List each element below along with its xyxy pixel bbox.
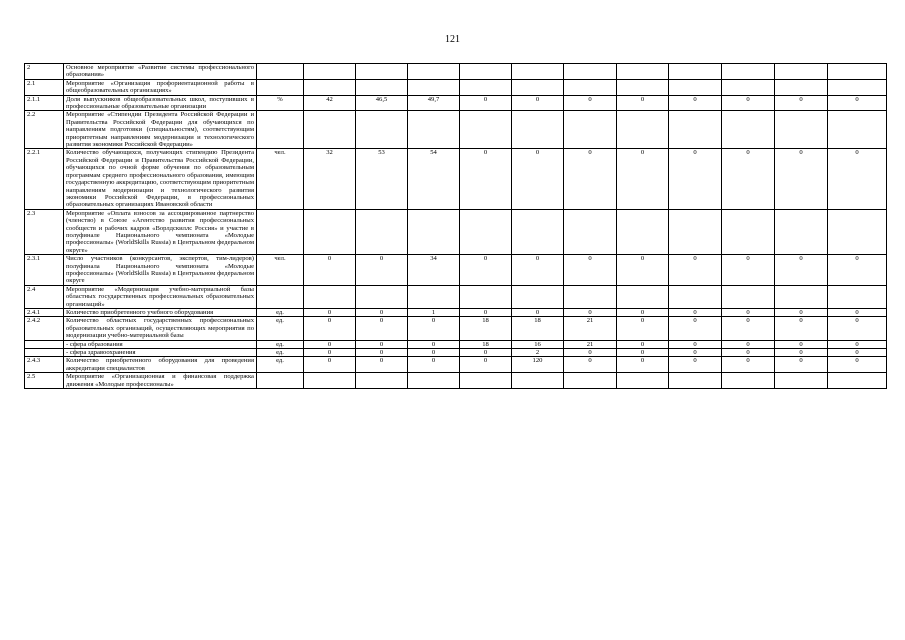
row-value: 0	[356, 255, 408, 286]
row-value: 0	[775, 149, 828, 209]
row-value: 0	[722, 309, 775, 317]
row-value: 0	[617, 357, 669, 373]
row-value: 0	[408, 317, 460, 340]
row-value	[617, 79, 669, 95]
row-value: 0	[460, 357, 512, 373]
row-value	[669, 64, 722, 80]
row-value	[356, 64, 408, 80]
row-number: 2.5	[25, 373, 64, 389]
row-unit	[257, 79, 304, 95]
table-row	[25, 64, 887, 80]
row-description: Количество обучающихся, получающих стипендию Президента Российской Федерации и Правительства Российской Федерации, обучающихся по очной форме обучения по образовательным программам среднего профессионального образования, имеющим государственную аккредитацию, соответствующим приоритетным направлениям модернизации и технологического развития экономики Российской Федерации, в профессиональных образовательных организациях Ивановской области	[64, 149, 257, 209]
row-value: 0	[408, 357, 460, 373]
row-unit: ед.	[257, 309, 304, 317]
row-value: 0	[617, 95, 669, 111]
row-value	[460, 64, 512, 80]
row-value	[460, 285, 512, 308]
row-value: 46,5	[356, 95, 408, 111]
row-description: Доля выпускников общеобразовательных школ, поступивших в профессиональные образовательные организации	[64, 95, 257, 111]
row-value	[722, 79, 775, 95]
row-value: 0	[617, 149, 669, 209]
row-number: 2.4	[25, 285, 64, 308]
table-row	[25, 309, 887, 317]
row-value: 0	[304, 317, 356, 340]
row-value: 0	[722, 349, 775, 357]
row-value	[564, 79, 617, 95]
row-value	[304, 79, 356, 95]
row-value	[408, 64, 460, 80]
row-value: 0	[828, 149, 887, 209]
row-value	[408, 285, 460, 308]
row-value	[512, 64, 564, 80]
row-value: 0	[408, 349, 460, 357]
row-value: 0	[512, 149, 564, 209]
row-value: 0	[669, 317, 722, 340]
row-value	[304, 64, 356, 80]
row-number	[25, 340, 64, 348]
row-value	[722, 111, 775, 149]
row-number: 2.1.1	[25, 95, 64, 111]
row-value: 0	[828, 340, 887, 348]
row-value: 0	[356, 317, 408, 340]
row-description: Количество приобретенного учебного оборудования	[64, 309, 257, 317]
row-unit	[257, 64, 304, 80]
row-value	[617, 285, 669, 308]
row-unit	[257, 209, 304, 254]
row-value: 21	[564, 317, 617, 340]
row-value: 0	[722, 317, 775, 340]
row-number: 2.4.1	[25, 309, 64, 317]
row-value	[564, 111, 617, 149]
row-unit: ед.	[257, 340, 304, 348]
row-value: 0	[828, 317, 887, 340]
row-unit: чел.	[257, 255, 304, 286]
row-value: 32	[304, 149, 356, 209]
table-row	[25, 340, 887, 348]
row-value	[828, 285, 887, 308]
table-row	[25, 357, 887, 373]
row-value	[669, 209, 722, 254]
row-value	[775, 79, 828, 95]
row-value: 0	[356, 340, 408, 348]
row-value: 0	[828, 309, 887, 317]
row-value: 54	[408, 149, 460, 209]
row-value	[617, 64, 669, 80]
row-value	[512, 285, 564, 308]
page-number: 121	[445, 34, 460, 45]
row-value	[356, 79, 408, 95]
row-value: 0	[828, 357, 887, 373]
table-row	[25, 95, 887, 111]
row-description: Мероприятие «Стипендии Президента Российской Федерации и Правительства Российской Федерации для обучающихся по направлениям подготовки (специальностям), соответствующим приоритетным направлениям модернизации и технологического развития экономики Российской Федерации»	[64, 111, 257, 149]
row-description: Количество приобретенного оборудования для проведения аккредитации специалистов	[64, 357, 257, 373]
row-value: 0	[304, 309, 356, 317]
row-value	[775, 373, 828, 389]
row-value: 0	[669, 255, 722, 286]
table-row	[25, 255, 887, 286]
row-value: 0	[828, 255, 887, 286]
row-value: 0	[356, 357, 408, 373]
row-unit	[257, 111, 304, 149]
row-number: 2	[25, 64, 64, 80]
row-value	[460, 209, 512, 254]
row-value	[775, 285, 828, 308]
table-row	[25, 111, 887, 149]
row-value: 0	[408, 340, 460, 348]
row-description: Мероприятие «Модернизация учебно-материальной базы областных государственных профессиональных образовательных организаций»	[64, 285, 257, 308]
row-unit: ед.	[257, 317, 304, 340]
row-value	[828, 64, 887, 80]
row-value: 0	[617, 255, 669, 286]
table-row	[25, 149, 887, 209]
row-description: Мероприятие «Организационная и финансовая поддержка движения «Молодые профессионалы»	[64, 373, 257, 389]
row-value	[669, 111, 722, 149]
row-value: 0	[304, 349, 356, 357]
row-value	[460, 373, 512, 389]
row-value	[828, 111, 887, 149]
row-value: 0	[304, 255, 356, 286]
row-value: 0	[356, 309, 408, 317]
row-value	[512, 111, 564, 149]
row-value	[460, 79, 512, 95]
row-value: 0	[564, 357, 617, 373]
row-value: 0	[617, 309, 669, 317]
row-value: 0	[722, 255, 775, 286]
row-number: 2.3	[25, 209, 64, 254]
row-value	[564, 285, 617, 308]
row-value	[828, 209, 887, 254]
row-number: 2.2	[25, 111, 64, 149]
row-value: 0	[512, 255, 564, 286]
row-unit: ед.	[257, 349, 304, 357]
row-value: 0	[564, 255, 617, 286]
row-value: 0	[669, 340, 722, 348]
row-value: 0	[460, 349, 512, 357]
row-value: 0	[669, 149, 722, 209]
row-value: 0	[512, 95, 564, 111]
row-value: 0	[304, 357, 356, 373]
row-value: 0	[512, 309, 564, 317]
row-value	[722, 285, 775, 308]
row-description: Мероприятие «Оплата взносов за ассоциированное партнерство (членство) в Союзе «Агентство развития профессиональных сообществ и рабочих кадров «Ворлдскиллс Россия» и участие в полуфинале Национального чемпионата «Молодые профессионалы» (WorldSkills Russia) в Центральном федеральном округе»	[64, 209, 257, 254]
row-value: 0	[775, 255, 828, 286]
row-value: 0	[828, 349, 887, 357]
row-value	[722, 373, 775, 389]
row-value	[775, 209, 828, 254]
row-value: 0	[775, 95, 828, 111]
row-value	[408, 209, 460, 254]
row-value: 0	[722, 149, 775, 209]
row-value: 0	[617, 317, 669, 340]
table-row	[25, 317, 887, 340]
row-value: 0	[722, 95, 775, 111]
row-value	[775, 64, 828, 80]
row-unit: чел.	[257, 149, 304, 209]
row-value: 0	[304, 340, 356, 348]
row-value	[460, 111, 512, 149]
row-value: 0	[669, 357, 722, 373]
row-number: 2.4.3	[25, 357, 64, 373]
row-value: 0	[828, 95, 887, 111]
row-number: 2.3.1	[25, 255, 64, 286]
row-value	[304, 285, 356, 308]
row-value: 0	[460, 95, 512, 111]
row-value	[304, 111, 356, 149]
row-value: 0	[775, 309, 828, 317]
row-value: 0	[669, 95, 722, 111]
row-value	[722, 209, 775, 254]
row-value	[408, 373, 460, 389]
row-number: 2.1	[25, 79, 64, 95]
row-value: 0	[617, 349, 669, 357]
row-value: 0	[669, 349, 722, 357]
row-value: 0	[722, 357, 775, 373]
row-value: 0	[564, 95, 617, 111]
row-value	[356, 111, 408, 149]
row-unit	[257, 373, 304, 389]
row-value: 0	[356, 349, 408, 357]
row-description: Число участников (конкурсантов, экспертов, тим-лидеров) полуфинала Национального чемпионата «Молодые профессионалы» (WorldSkills Russia) в Центральном федеральном округе	[64, 255, 257, 286]
row-description: - сфера образования	[64, 340, 257, 348]
row-value: 1	[408, 309, 460, 317]
row-value	[512, 79, 564, 95]
indicators-table	[24, 63, 887, 389]
row-value	[408, 111, 460, 149]
row-value: 16	[512, 340, 564, 348]
table-row	[25, 349, 887, 357]
row-description: Мероприятие «Организация профориентационной работы в общеобразовательных организациях»	[64, 79, 257, 95]
row-unit: ед.	[257, 357, 304, 373]
row-value	[828, 79, 887, 95]
table-row	[25, 285, 887, 308]
row-value	[828, 373, 887, 389]
row-value	[356, 285, 408, 308]
row-value: 18	[512, 317, 564, 340]
row-value: 42	[304, 95, 356, 111]
row-value	[512, 209, 564, 254]
row-value: 0	[564, 309, 617, 317]
row-value: 53	[356, 149, 408, 209]
table-row	[25, 209, 887, 254]
row-value	[669, 373, 722, 389]
row-value	[617, 111, 669, 149]
row-value: 0	[564, 149, 617, 209]
row-value: 0	[722, 340, 775, 348]
row-value	[304, 209, 356, 254]
row-value: 0	[775, 317, 828, 340]
row-value	[512, 373, 564, 389]
row-description: Количество областных государственных профессиональных образовательных организаций, осуществляющих мероприятия по модернизации учебно-материальной базы	[64, 317, 257, 340]
row-value: 0	[460, 255, 512, 286]
row-value	[617, 209, 669, 254]
row-value: 0	[669, 309, 722, 317]
row-value	[564, 209, 617, 254]
row-value: 18	[460, 340, 512, 348]
row-value	[564, 373, 617, 389]
row-value: 18	[460, 317, 512, 340]
row-number	[25, 349, 64, 357]
row-value: 0	[460, 309, 512, 317]
row-value: 0	[775, 340, 828, 348]
row-value: 2	[512, 349, 564, 357]
row-description: - сфера здравоохранения	[64, 349, 257, 357]
row-unit	[257, 285, 304, 308]
row-value	[669, 79, 722, 95]
row-value: 0	[775, 349, 828, 357]
row-value	[564, 64, 617, 80]
row-value	[722, 64, 775, 80]
row-value: 120	[512, 357, 564, 373]
table-row	[25, 79, 887, 95]
row-value	[408, 79, 460, 95]
row-value: 0	[617, 340, 669, 348]
row-number: 2.2.1	[25, 149, 64, 209]
row-value: 21	[564, 340, 617, 348]
row-value: 0	[564, 349, 617, 357]
row-value	[775, 111, 828, 149]
row-unit: %	[257, 95, 304, 111]
row-value: 0	[460, 149, 512, 209]
table-row	[25, 373, 887, 389]
row-value: 49,7	[408, 95, 460, 111]
row-value: 0	[775, 357, 828, 373]
row-value	[356, 209, 408, 254]
row-value	[356, 373, 408, 389]
row-description: Основное мероприятие «Развитие системы профессионального образования»	[64, 64, 257, 80]
row-value	[617, 373, 669, 389]
row-value	[304, 373, 356, 389]
row-value	[669, 285, 722, 308]
row-value: 34	[408, 255, 460, 286]
row-number: 2.4.2	[25, 317, 64, 340]
